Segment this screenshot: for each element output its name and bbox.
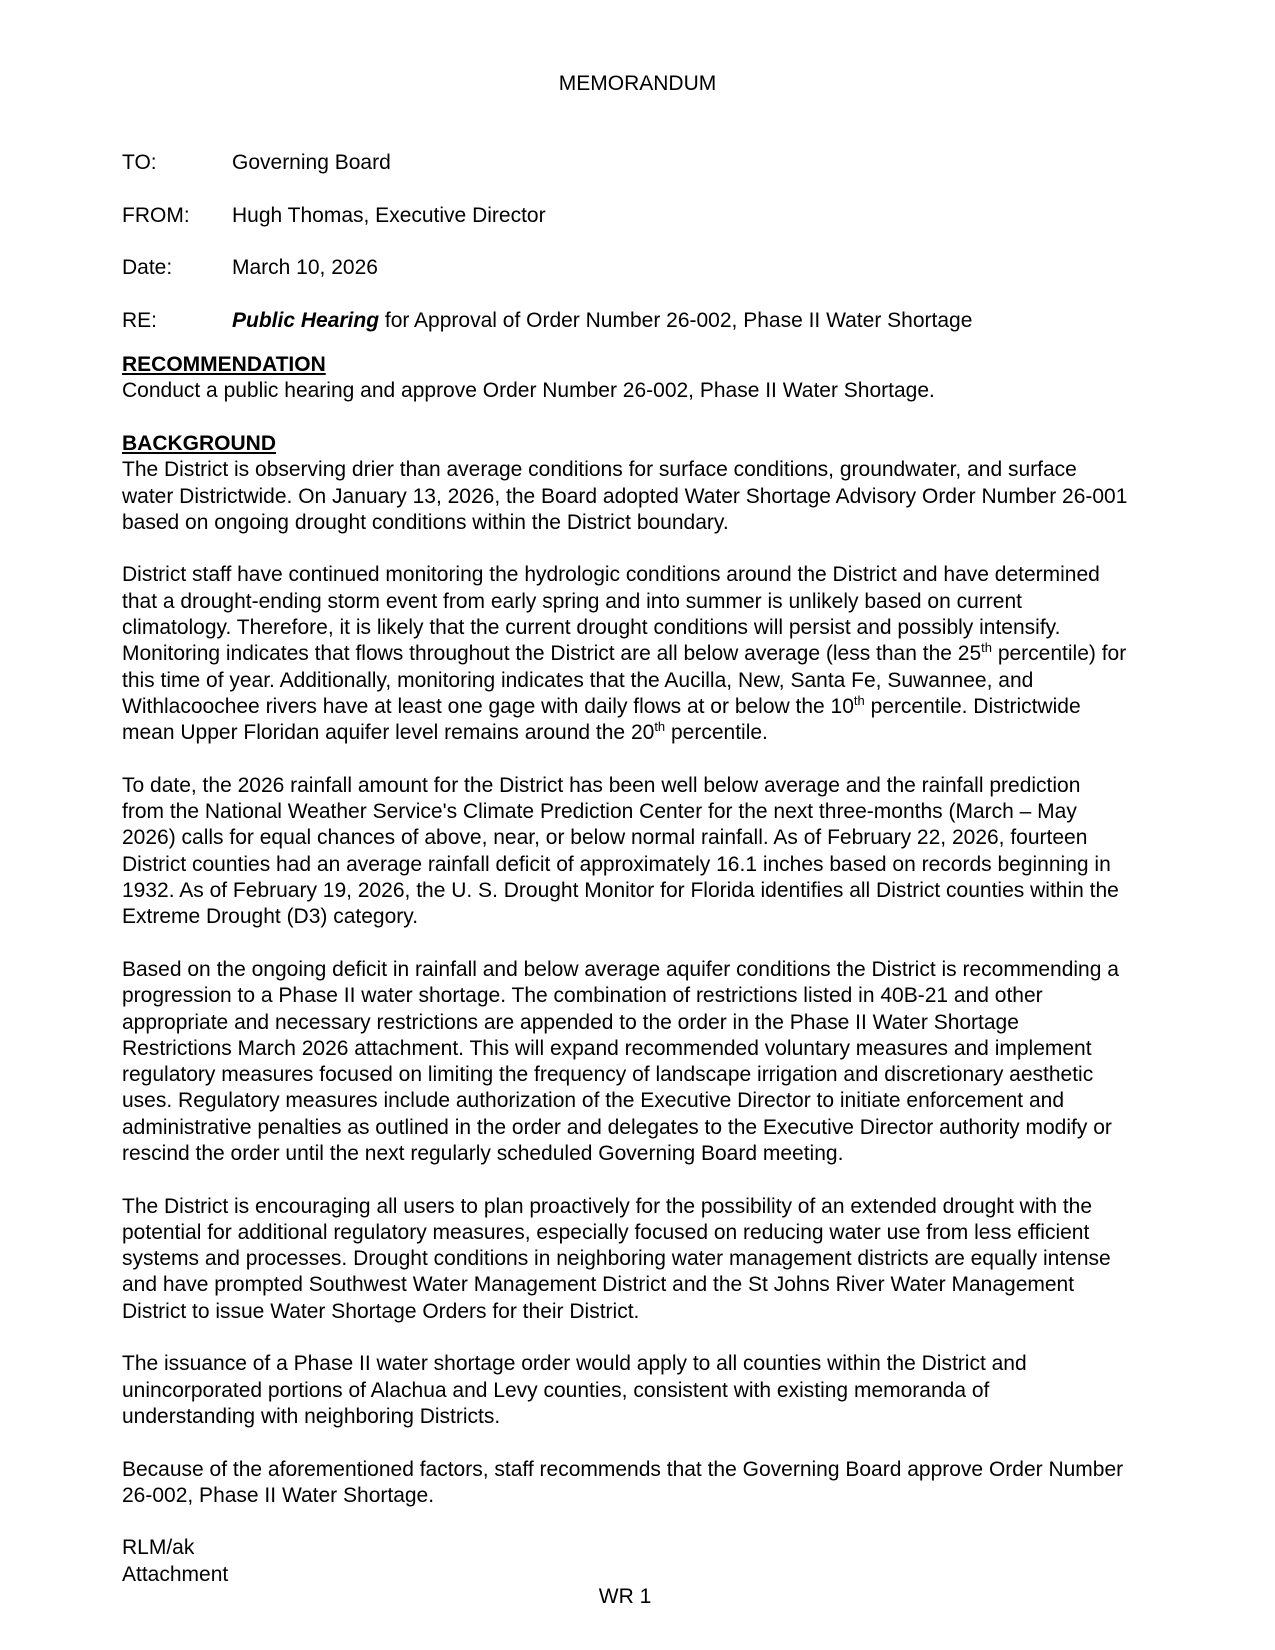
header-row-from xyxy=(122,203,1128,229)
section-background xyxy=(122,431,1128,1509)
paragraph: Based on the ongoing deficit in rainfall and below average aquifer conditions the District is recommending a progression to a Phase II water shortage. The combination of restrictions listed in 40B-21 and other appropriate and necessary restrictions are appended to the order in the Phase II Water Shortage Restrictions March 2026 attachment. This will expand recommended voluntary measures and implement regulatory measures focused on limiting the frequency of landscape irrigation and discretionary aesthetic uses. Regulatory measures include authorization of the Executive Director to initiate enforcement and administrative penalties as outlined in the order and delegates to the Executive Director authority modify or rescind the order until the next regularly scheduled Governing Board meeting. xyxy=(122,957,1119,1165)
paragraph: The District is encouraging all users to plan proactively for the possibility of an extended drought with the potential for additional regulatory measures, especially focused on reducing water use from less efficient systems and processes. Drought conditions in neighboring water management districts are equally intense and have prompted Southwest Water Management District and the St Johns River Water Management District to issue Water Shortage Orders for their District. xyxy=(122,1194,1111,1323)
document-title: MEMORANDUM xyxy=(558,72,717,95)
background-heading: BACKGROUND xyxy=(122,431,276,455)
superscript: th xyxy=(853,692,865,708)
text-segment: percentile. Districtwide mean Upper Floridan aquifer level remains around the 20 xyxy=(122,694,1081,745)
re-subject-rest: for Approval of Order Number 26-002, Phase II Water Shortage xyxy=(379,308,973,332)
memo-content xyxy=(122,0,1128,1588)
section-recommendation xyxy=(122,352,1128,405)
attachment-note: Attachment xyxy=(122,1562,229,1586)
date-label: Date: xyxy=(122,256,173,280)
from-value: Hugh Thomas, Executive Director xyxy=(232,203,546,227)
superscript: th xyxy=(981,640,992,656)
to-value: Governing Board xyxy=(232,151,391,174)
author-initials: RLM/ak xyxy=(122,1536,195,1560)
re-subject-emphasis: Public Hearing xyxy=(232,308,380,332)
text-segment: District staff have continued monitoring the hydrologic conditions around the District and have determined that a drought-ending storm event from early spring and into summer is unlikely based on current climatology. Therefore, it is likely that the current drought conditions will persist and possibly intensify. Monitoring indicates that flows throughout the District are all below average (less than the 25 xyxy=(122,563,1100,666)
date-value: March 10, 2026 xyxy=(232,256,378,280)
re-value xyxy=(232,308,1128,334)
paragraph: Because of the aforementioned factors, staff recommends that the Governing Board approve Order Number 26-002, Phase II Water Shortage. xyxy=(122,1457,1124,1507)
text-segment: percentile. xyxy=(665,721,768,745)
header-row-re xyxy=(122,308,1128,334)
signature-block xyxy=(122,1535,1128,1588)
paragraph xyxy=(122,562,1128,746)
re-label: RE: xyxy=(122,308,158,332)
to-label: TO: xyxy=(122,151,157,174)
page-footer: WR 1 xyxy=(598,1585,652,1608)
header-row-date xyxy=(122,255,1128,281)
recommendation-heading: RECOMMENDATION xyxy=(122,353,326,377)
from-label: FROM: xyxy=(122,203,190,227)
paragraph: Conduct a public hearing and approve Order Number 26-002, Phase II Water Shortage. xyxy=(122,379,935,403)
header-row-to xyxy=(122,150,1128,176)
paragraph: The issuance of a Phase II water shortage order would apply to all counties within the District and unincorporated portions of Alachua and Levy counties, consistent with existing memoranda of understanding with neighboring Districts. xyxy=(122,1352,1027,1428)
superscript: th xyxy=(654,719,666,735)
text-segment: percentile) for this time of year. Additionally, monitoring indicates that the Aucilla, New, Santa Fe, Suwannee, and Withlacoochee rivers have at least one gage with daily flows at or below the 10 xyxy=(122,642,1127,718)
memo-header xyxy=(122,150,1128,334)
paragraph: To date, the 2026 rainfall amount for the District has been well below average and the rainfall prediction from the National Weather Service's Climate Prediction Center for the next three-months (March – May 2026) calls for equal chances of above, near, or below normal rainfall. As of February 22, 2026, fourteen District counties had an average rainfall deficit of approximately 16.1 inches based on records beginning in 1932. As of February 19, 2026, the U. S. Drought Monitor for Florida identifies all District counties within the Extreme Drought (D3) category. xyxy=(122,773,1119,929)
paragraph: The District is observing drier than average conditions for surface conditions, groundwater, and surface water Districtwide. On January 13, 2026, the Board adopted Water Shortage Advisory Order Number 26-001 based on ongoing drought conditions within the District boundary. xyxy=(122,458,1128,534)
